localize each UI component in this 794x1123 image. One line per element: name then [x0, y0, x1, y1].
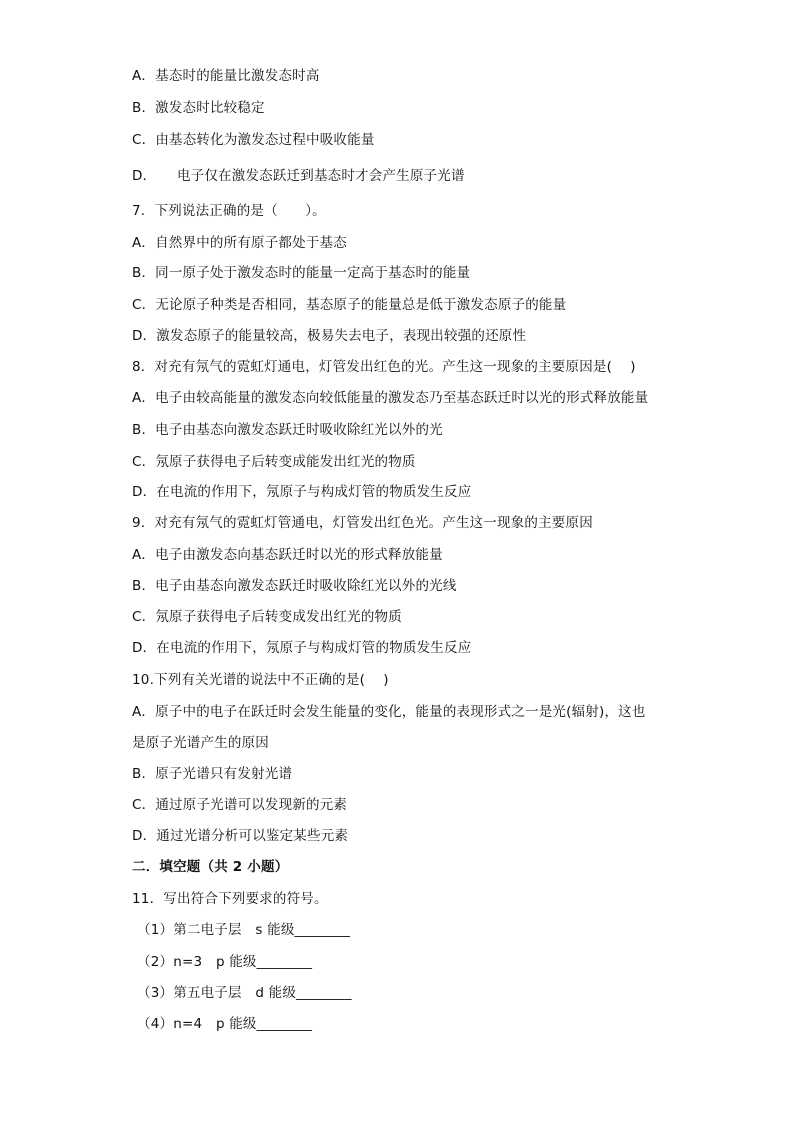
- q9-option-b: B．电子由基态向激发态跃迁时吸收除红光以外的光线: [132, 578, 457, 594]
- q7-option-b: B．同一原子处于激发态时的能量一定高于基态时的能量: [132, 265, 471, 281]
- section-heading-fill-in: 二．填空题（共 2 小题）: [132, 859, 289, 875]
- q7-stem: 7．下列说法正确的是（ ）。: [132, 203, 326, 219]
- q7-option-c: C．无论原子种类是否相同，基态原子的能量总是低于激发态原子的能量: [132, 297, 567, 313]
- q8-option-d: D．在电流的作用下，氖原子与构成灯管的物质发生反应: [132, 484, 472, 500]
- q11-part-4: （4）n=4 p 能级________: [137, 1016, 313, 1032]
- q10-option-a-continued: 是原子光谱产生的原因: [132, 735, 269, 751]
- q6-option-b: B．激发态时比较稳定: [132, 100, 265, 116]
- q8-stem: 8．对充有氖气的霓虹灯通电，灯管发出红色的光。产生这一现象的主要原因是( ): [132, 359, 636, 375]
- q8-option-b: B．电子由基态向激发态跃迁时吸收除红光以外的光: [132, 422, 443, 438]
- q11-part-2: （2）n=3 p 能级________: [137, 954, 313, 970]
- q11-stem: 11．写出符合下列要求的符号。: [132, 891, 328, 907]
- q9-option-a: A．电子由激发态向基态跃迁时以光的形式释放能量: [132, 547, 443, 563]
- q6-option-a: A．基态时的能量比激发态时高: [132, 68, 320, 84]
- q8-option-a: A．电子由较高能量的激发态向较低能量的激发态乃至基态跃迁时以光的形式释放能量: [132, 390, 649, 406]
- q8-option-c: C．氖原子获得电子后转变成能发出红光的物质: [132, 454, 416, 470]
- q11-part-1: （1）第二电子层 s 能级________: [137, 922, 351, 938]
- q10-option-d: D．通过光谱分析可以鉴定某些元素: [132, 828, 349, 844]
- q9-option-d: D．在电流的作用下，氖原子与构成灯管的物质发生反应: [132, 640, 472, 656]
- q6-option-c: C．由基态转化为激发态过程中吸收能量: [132, 132, 375, 148]
- q7-option-d: D．激发态原子的能量较高，极易失去电子，表现出较强的还原性: [132, 328, 527, 344]
- q9-option-c: C．氖原子获得电子后转变成发出红光的物质: [132, 609, 402, 625]
- q6-option-d: D． 电子仅在激发态跃迁到基态时才会产生原子光谱: [132, 168, 465, 184]
- q10-option-a: A．原子中的电子在跃迁时会发生能量的变化，能量的表现形式之一是光(辐射)，这也: [132, 704, 646, 720]
- q10-option-c: C．通过原子光谱可以发现新的元素: [132, 797, 348, 813]
- q11-part-3: （3）第五电子层 d 能级________: [137, 985, 352, 1001]
- q10-stem: 10.下列有关光谱的说法中不正确的是( ): [132, 672, 389, 688]
- q9-stem: 9．对充有氖气的霓虹灯管通电，灯管发出红色光。产生这一现象的主要原因: [132, 515, 593, 531]
- q7-option-a: A．自然界中的所有原子都处于基态: [132, 235, 347, 251]
- q10-option-b: B．原子光谱只有发射光谱: [132, 766, 293, 782]
